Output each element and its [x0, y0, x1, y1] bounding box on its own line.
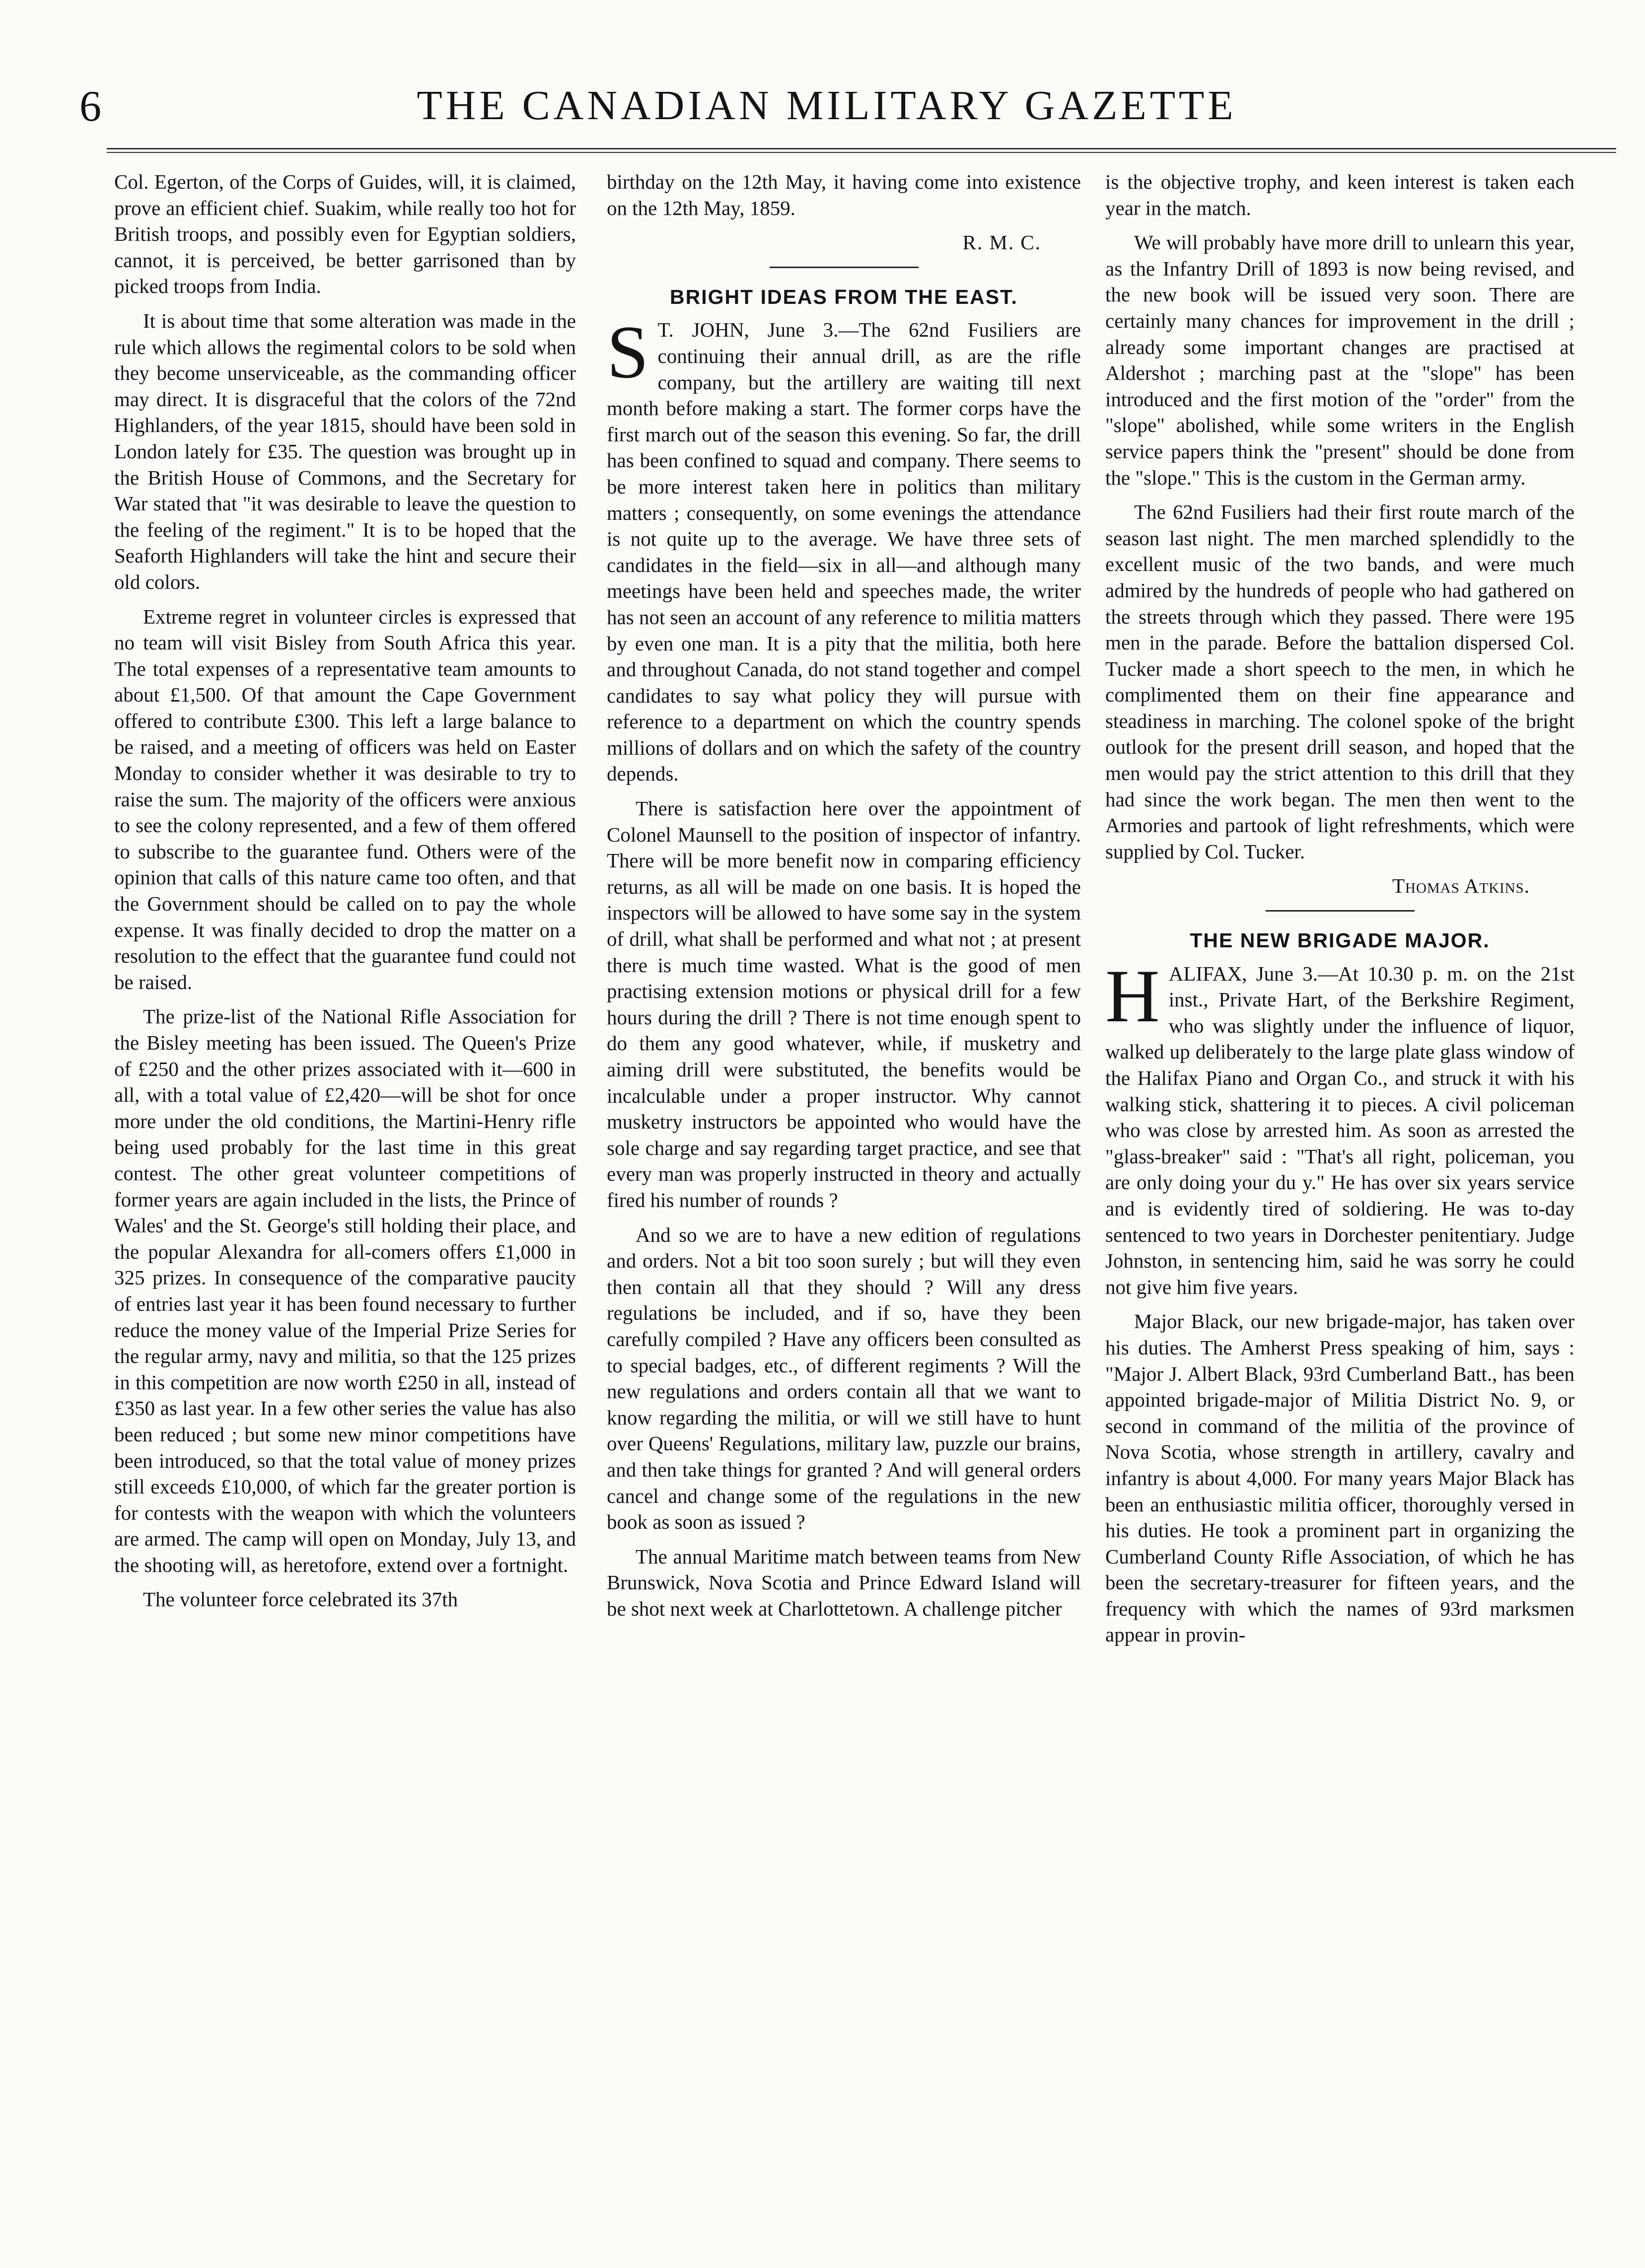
article-separator — [1266, 910, 1415, 912]
column-2 — [607, 169, 1081, 1630]
article-signature: Thomas Atkins. — [1392, 874, 1530, 898]
masthead-title: THE CANADIAN MILITARY GAZETTE — [417, 82, 1237, 129]
article-lead-paragraph — [1105, 954, 1574, 1300]
article-paragraph: is the objective trophy, and keen interest is taken each year in the match. — [1105, 170, 1574, 219]
article-signature: R. M. C. — [962, 231, 1041, 254]
article-heading: BRIGHT IDEAS FROM THE EAST. — [670, 285, 1018, 308]
header-rule — [107, 148, 1616, 149]
article-paragraph: The annual Maritime match between teams from New Brunswick, Nova Scotia and Prince Edward Island will be shot next week at Charlottetown. A challenge pitcher — [607, 1545, 1081, 1620]
page-header — [74, 74, 1579, 144]
article-paragraph: Major Black, our new brigade-major, has taken over his duties. The Amherst Press speaking of him, says : "Major J. Albert Black, 93rd Cumberland Batt., has been appointed brigade-major of Militia District No. 9, or second in command of the militia of the province of Nova Scotia, whose strength in artillery, cavalry and infantry is about 4,000. For many years Major Black has been an enthusiastic militia officer, thoroughly versed in his duties. He took a prominent part in organizing the Cumberland County Rifle Association, of which he has been the secretary-treasurer for fifteen years, and the frequency with which the names of 93rd marksmen appear in provin- — [1105, 1310, 1574, 1646]
article-paragraph: The volunteer force celebrated its 37th — [143, 1588, 458, 1611]
column-1 — [114, 169, 576, 1621]
drop-cap: S — [607, 310, 649, 394]
article-paragraph: birthday on the 12th May, it having come into existence on the 12th May, 1859. — [607, 170, 1081, 219]
article-paragraph: Extreme regret in volunteer circles is expressed that no team will visit Bisley from South Africa this year. The total expenses of a representative team amounts to about £1,500. Of that amount the Cape Government offered to contribute £300. This left a large balance to be raised, and a meeting of officers was held on Easter Monday to consider whether it was desirable to try to raise the sum. The majority of the officers were anxious to see the colony represented, and a few of them offered to subscribe to the guarantee fund. Others were of the opinion that calls of this nature came too often, and that the Government should be called on to pay the whole expense. It was finally decided to drop the matter on a resolution to the effect that the guarantee fund could not be raised. — [114, 605, 576, 993]
article-lead-paragraph — [607, 310, 1081, 787]
page-number: 6 — [79, 82, 101, 131]
article-paragraph: We will probably have more drill to unlearn this year, as the Infantry Drill of 1893 is now being revised, and the new book will be issued very soon. There are certainly many chances for improvement in the drill ; already some important changes are practised at Aldershot ; marching past at the "slope" has been introduced and the first motion of the "order" from the "slope" abolished, while some writers in the English service papers think the "present" should be done from the "slope." This is the custom in the German army. — [1105, 231, 1574, 489]
header-rule-secondary — [107, 152, 1616, 153]
article-paragraph: The prize-list of the National Rifle Association for the Bisley meeting has been issued. The Queen's Prize of £250 and the other prizes associated with it—600 in all, with a total value of £2,420—will be shot for once more under the old conditions, the Martini-Henry rifle being used probably for the last time in this great contest. The other great volunteer competitions of former years are again included in the lists, the Prince of Wales' and the St. George's still holding their place, and the popular Alexandra for all-comers offers £1,000 in 325 prizes. In consequence of the comparative paucity of entries last year it has been found necessary to further reduce the money value of the Imperial Prize Series for the regular army, navy and militia, so that the 125 prizes in this competition are now worth £250 in all, instead of £350 as last year. In a few other series the value has also been reduced ; but some new minor competitions have been introduced, so that the total value of money prizes still exceeds £10,000, of which far the greater portion is for contests with the weapon with which the volunteers are armed. The camp will open on Monday, July 13, and the shooting will, as heretofore, extend over a fortnight. — [114, 1005, 576, 1576]
article-paragraph: Col. Egerton, of the Corps of Guides, will, it is claimed, prove an efficient chief. Suakim, while really too hot for British troops, and possibly even for Egyptian soldiers, cannot, it is perceived, be better garrisoned than by picked troops from India. — [114, 170, 576, 298]
column-3 — [1105, 169, 1574, 1656]
article-paragraph: The 62nd Fusiliers had their first route march of the season last night. The men marched splendidly to the excellent music of the two bands, and were much admired by the hundreds of people who had gathered on the streets through which they passed. There were 195 men in the parade. Before the battalion dispersed Col. Tucker made a short speech to the men, in which he complimented them on their fine appearance and steadiness in marching. The colonel spoke of the bright outlook for the present drill season, and hoped that the men would pay the strict attention to this drill that they had since the work began. The men then went to the Armories and partook of light refreshments, which were supplied by Col. Tucker. — [1105, 500, 1574, 863]
drop-cap: H — [1105, 954, 1160, 1038]
lead-text: T. JOHN, June 3.—The 62nd Fusiliers are continuing their annual drill, as are the rifle company, but the artillery are waiting till next month before making a start. The former corps have the first march out of the season this evening. So far, the drill has been confined to squad and company. There seems to be more interest taken here in politics than military matters ; consequently, on some evenings the attendance is not quite up to the average. We have three sets of candidates in the field—six in all—and although many meetings have been held and speeches made, the writer has not seen an account of any reference to militia matters by even one man. It is a pity that the militia, both here and throughout Canada, do not stand together and compel candidates to say what policy they will pursue with reference to a department on which the country spends millions of dollars and on which the safety of the country depends. — [607, 318, 1081, 785]
article-paragraph: And so we are to have a new edition of regulations and orders. Not a bit too soon surely ; but will they even then contain all that they should ? Will any dress regulations be included, and if so, have they been carefully compiled ? Have any officers been consulted as to special badges, etc., of different regiments ? Will the new regulations and orders contain all that we want to know regarding the militia, or will we still have to hunt over Queens' Regulations, military law, puzzle our brains, and then take things for granted ? And will general orders cancel and change some of the regulations in the new book as soon as issued ? — [607, 1223, 1081, 1534]
lead-text: ALIFAX, June 3.—At 10.30 p. m. on the 21st inst., Private Hart, of the Berkshire Regiment, who was slightly under the influence of liquor, walked up deliberately to the large plate glass window of the Halifax Piano and Organ Co., and struck it with his walking stick, shattering it to pieces. A civil policeman who was close by arrested him. As soon as arrested the "glass-breaker" said : "That's all right, policeman, you are only doing your du y." He has over six years service and is evidently tired of soldiering. He was to-day sentenced to two years in Dorchester penitentiary. Judge Johnston, in sentencing him, said he was sorry he could not give him five years. — [1105, 962, 1574, 1298]
article-paragraph: There is satisfaction here over the appointment of Colonel Maunsell to the position of inspector of infantry. There will be more benefit now in comparing efficiency returns, as all will be made on one basis. It is hoped the inspectors will be allowed to have some say in the system of drill, what shall be performed and what not ; at present there is much time wasted. What is the good of men practising extension motions or physical drill for a few hours during the drill ? There is not time enough spent to do them any good whatever, while, if musketry and aiming drill were substituted, the benefits would be incalculable under a proper instructor. Why cannot musketry instructors be appointed who would have the sole charge and say regarding target practice, and see that every man was properly instructed in theory and actually fired his number of rounds ? — [607, 797, 1081, 1211]
article-paragraph: It is about time that some alteration was made in the rule which allows the regimental colors to be sold when they become unserviceable, as the commanding officer may direct. It is disgraceful that the colors of the 72nd Highlanders, of the year 1815, should have been sold in London lately for £35. The question was brought up in the British House of Commons, and the Secretary for War stated that "it was desirable to leave the question to the feeling of the regiment." It is to be hoped that the Seaforth Highlanders will take the hint and secure their old colors. — [114, 309, 576, 593]
article-heading: THE NEW BRIGADE MAJOR. — [1190, 929, 1490, 952]
article-separator — [770, 267, 919, 268]
